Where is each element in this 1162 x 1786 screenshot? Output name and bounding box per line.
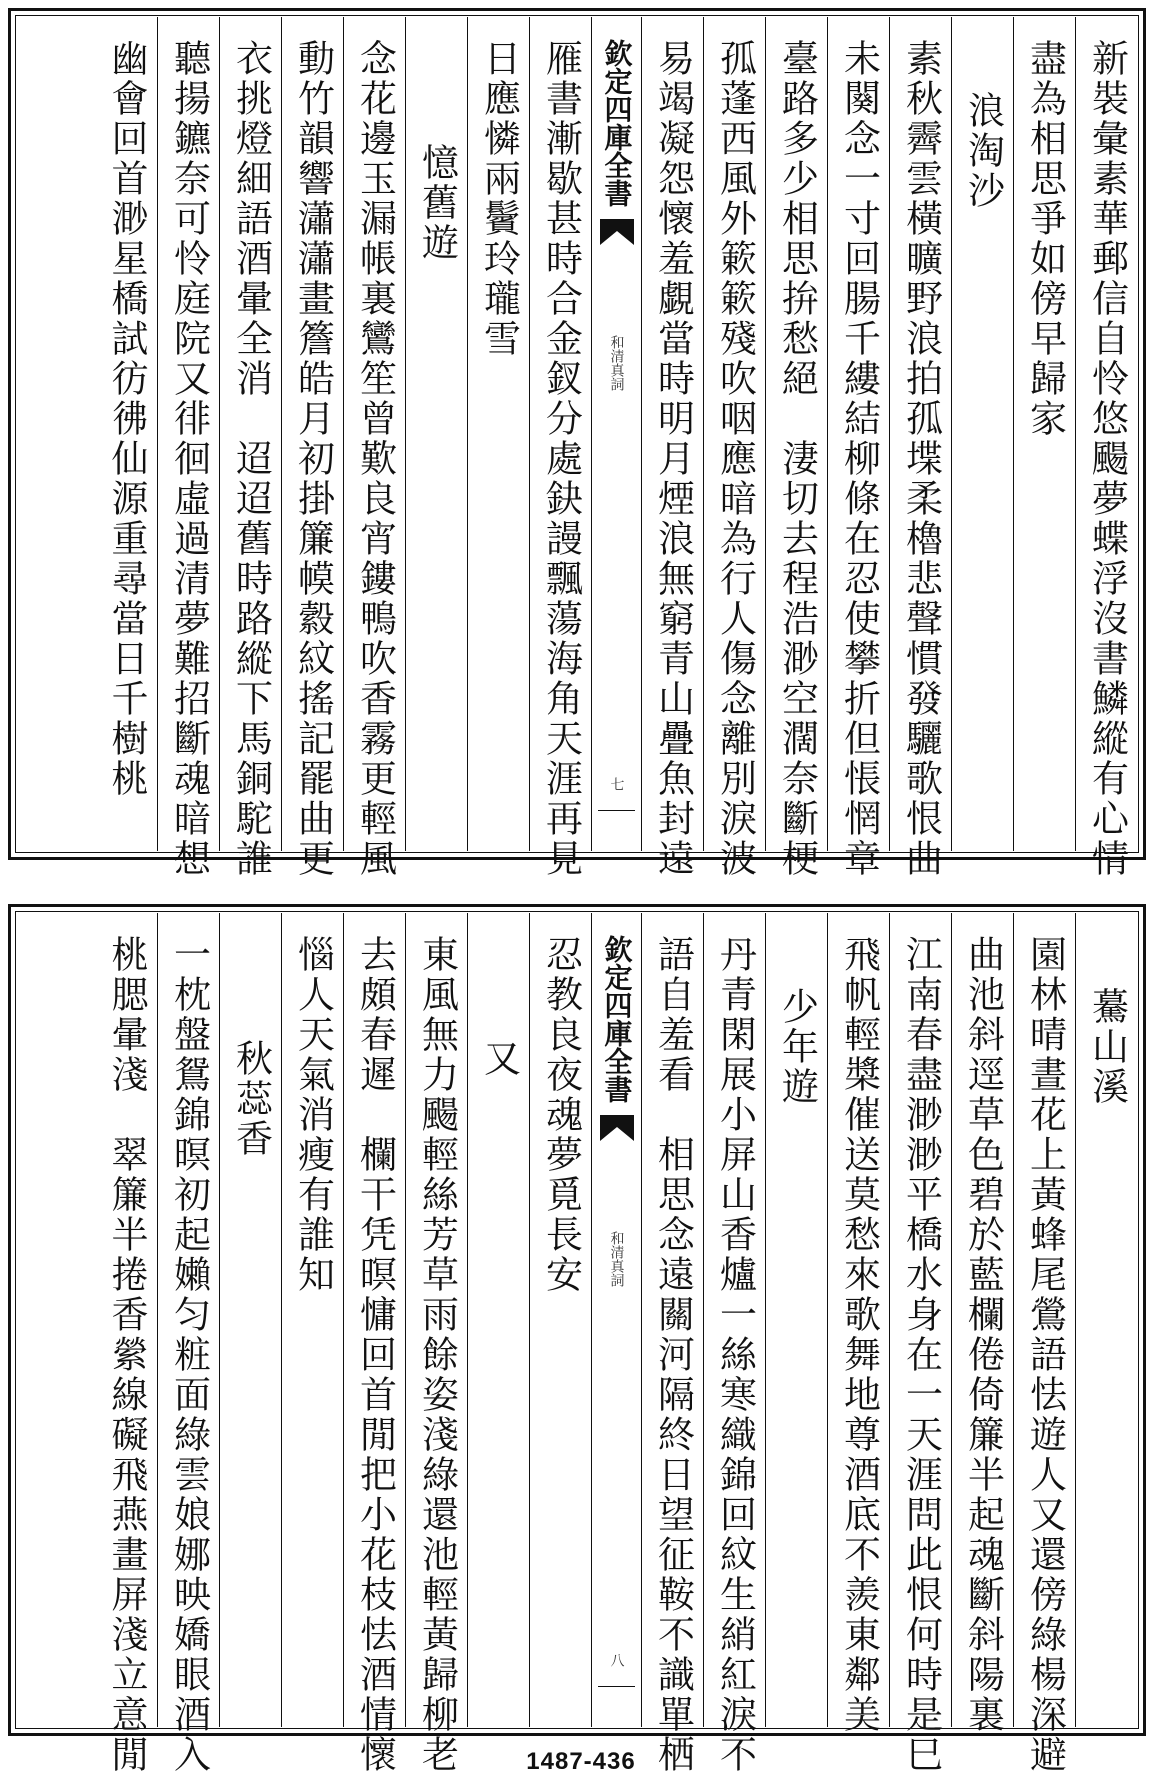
tune-title: 驀山溪 [1085, 987, 1129, 1107]
text-column [405, 17, 467, 851]
column-text: 曲池斜逕草色碧於藍欄倦倚簾半起魂斷斜陽裏 [961, 935, 1005, 1735]
page-number: 1487-436 [526, 1748, 636, 1775]
column-text: 念花邊玉漏帳裏鸞笙曾歎良宵鏤鴨吹香霧更輕風 [353, 39, 397, 879]
text-column [703, 913, 765, 1775]
fold-line [598, 1686, 635, 1687]
text-column [343, 913, 405, 1775]
text-column [219, 17, 281, 879]
text-column [641, 913, 703, 1775]
column-text: 忍教良夜魂夢覓長安 [539, 935, 583, 1295]
column-text: 聽揚鑣奈可怜庭院又徘徊虛過清夢難招斷魂暗想 [167, 39, 211, 879]
text-column [157, 913, 219, 1775]
text-column [641, 17, 703, 879]
tune-title: 又 [477, 1039, 521, 1079]
text-column [827, 913, 889, 1735]
text-column [157, 17, 219, 879]
column-text: 去頗春遲 欄干凭暝慵回首閒把小花枝怯酒情懷 [353, 935, 397, 1775]
column-text: 東風無力颺輕絲芳草雨餘姿淺綠還池輕黃歸柳老 [415, 935, 459, 1775]
text-column [703, 17, 765, 879]
tune-title: 浪淘沙 [961, 91, 1005, 211]
top-page [8, 8, 1146, 879]
folio-number: 八 [608, 1653, 625, 1667]
book-title: 欽定四庫全書 [600, 39, 634, 207]
text-column [1075, 913, 1137, 1727]
book-title: 欽定四庫全書 [600, 935, 634, 1103]
center-fold [591, 17, 641, 851]
text-column [529, 913, 591, 1727]
text-column [827, 17, 889, 879]
text-column [467, 913, 529, 1727]
text-column [765, 17, 827, 879]
column-text: 江南春盡渺渺平橋水身在一天涯問此恨何時是巳 [899, 935, 943, 1775]
work-title: 和清真詞 [608, 335, 625, 391]
fold-line [598, 810, 635, 811]
text-column [95, 17, 157, 851]
text-column [281, 913, 343, 1727]
column-text: 未闋念一寸回腸千縷結柳條在忍使攀折但悵惘章 [837, 39, 881, 879]
work-title: 和清真詞 [608, 1231, 625, 1287]
top-columns [17, 17, 1137, 879]
column-text: 一枕盤鴛錦暝初起嬾匀粧面綠雲娘娜映嬌眼酒入 [167, 935, 211, 1775]
text-column [1075, 17, 1137, 879]
fishtail-mark-icon [600, 1115, 634, 1141]
column-text: 日應憐兩鬢玲瓏雪 [477, 39, 521, 359]
column-text: 衣挑燈細語酒暈全消 迢迢舊時路縱下馬銅駝誰 [229, 39, 273, 879]
column-text: 惱人天氣消瘦有誰知 [291, 935, 335, 1295]
column-text: 盡為相思爭如傍早歸家 [1023, 39, 1067, 439]
column-text: 桃腮暈淺 翠簾半捲香縈線礙飛燕畫屏淺立意閒 [105, 935, 148, 1775]
column-text: 新裝彙素華郵信自怜悠颺夢蝶浮沒書鱗縱有心情 [1085, 39, 1129, 879]
column-text: 孤蓬西風外簌簌殘吹咽應暗為行人傷念離別淚波 [713, 39, 757, 879]
tune-title: 少年遊 [775, 987, 819, 1107]
column-text: 臺路多少相思拚愁絕 淒切去程浩渺空濶奈斷梗 [775, 39, 819, 879]
column-text: 語自羞看 相思念遠關河隔終日望征鞍不識單栖 [651, 935, 695, 1775]
text-column [1013, 17, 1075, 851]
text-column [95, 913, 157, 1775]
column-text: 雁書漸歇甚時合金釵分處鈌謾飄蕩海角天涯再見 [539, 39, 583, 879]
column-text: 丹青閑展小屏山香爐一絲寒織錦回紋生綃紅淚不 [713, 935, 757, 1775]
tune-title: 憶舊遊 [415, 143, 459, 263]
column-text: 飛帆輕槳催送莫愁來歌舞地尊酒底不羨東鄰美 [837, 935, 881, 1735]
text-column [281, 17, 343, 879]
text-column [467, 17, 529, 851]
text-column [951, 913, 1013, 1735]
fishtail-mark-icon [600, 219, 634, 245]
text-column [1013, 913, 1075, 1775]
column-text: 動竹韻響瀟瀟畫簷皓月初掛簾幙縠紋搖記罷曲更 [291, 39, 335, 879]
text-column [343, 17, 405, 879]
column-text: 素秋霽雲橫曠野浪拍孤堞柔櫓悲聲慣發驪歌恨曲 [899, 39, 943, 879]
text-column [889, 17, 951, 879]
column-text: 幽會回首渺星橋試彷彿仙源重尋當日千樹桃 [105, 39, 148, 799]
text-column [951, 17, 1013, 851]
tune-title: 秋蕊香 [229, 1039, 273, 1159]
folio-number: 七 [608, 777, 625, 791]
column-text: 易竭凝怨懷羞覷當時明月煙浪無窮青山疊魚封遠 [651, 39, 695, 879]
text-column [219, 913, 281, 1727]
text-column [889, 913, 951, 1775]
column-text: 園林晴晝花上黃蜂尾鶯語怯遊人又還傍綠楊深避 [1023, 935, 1067, 1775]
text-column [765, 913, 827, 1727]
center-fold [591, 913, 641, 1727]
text-column [405, 913, 467, 1775]
text-column [529, 17, 591, 879]
